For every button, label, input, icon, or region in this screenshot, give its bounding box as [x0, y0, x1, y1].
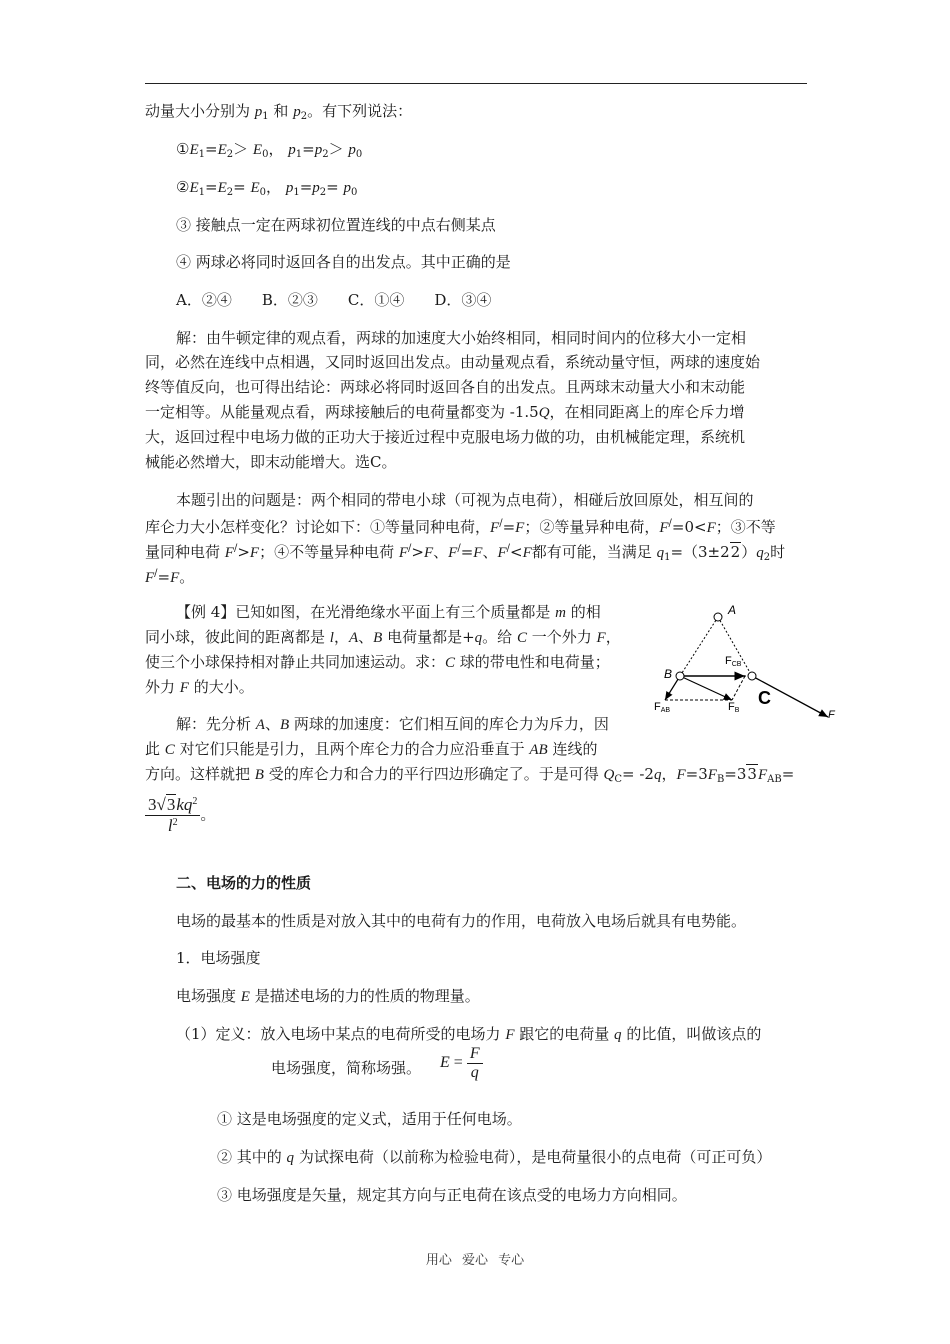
discussion-line: 量同种电荷 F/>F；④不等量异种电荷 F/>F、F/=F、F/<F都有可能，当满足 $q_1=(3\pm 22)q_2$时	[145, 543, 786, 563]
sym: A	[255, 717, 265, 733]
sym: F	[515, 520, 525, 536]
text: =3	[685, 765, 708, 783]
sym: F	[448, 545, 458, 561]
example-line	[145, 627, 621, 648]
sym: kq	[176, 795, 193, 814]
force-fb-arrow	[680, 676, 732, 700]
sym: C	[445, 655, 456, 671]
text: 同小球，彼此间的距离都是	[145, 628, 330, 646]
sym: E	[240, 989, 250, 1005]
option-4: ④ 两球必将同时返回各自的出发点。其中正确的是	[176, 253, 511, 271]
text: 。有下列说法：	[307, 102, 413, 120]
sub: 0	[351, 187, 358, 198]
marker: ②	[176, 178, 190, 196]
sym: p	[343, 180, 352, 196]
sqrt-arg: 3	[166, 795, 176, 814]
sym: q	[474, 630, 483, 646]
text: >	[411, 543, 424, 561]
text: 连线的	[547, 740, 598, 758]
label-c: C	[758, 688, 771, 708]
text: =	[302, 140, 315, 158]
text: 。	[200, 807, 216, 824]
ball-c	[748, 672, 756, 680]
sym: E	[217, 180, 227, 196]
sub: 1	[295, 149, 303, 160]
fraction	[145, 795, 200, 836]
sym: C	[516, 630, 527, 646]
sym: C	[164, 742, 175, 758]
solution-line: 解：由牛顿定律的观点看，两球的加速度大小始终相同，相同时间内的位移大小一定相	[176, 329, 747, 347]
text: ＞	[328, 140, 344, 158]
sqrt-arg: 2	[730, 543, 741, 561]
example-line	[145, 677, 254, 698]
sym: l	[167, 816, 173, 835]
text: =	[502, 518, 516, 536]
sym: l	[329, 630, 334, 646]
text: 的比值，叫做该点的	[621, 1025, 762, 1043]
sub: 0	[262, 149, 269, 160]
sym: p	[348, 142, 356, 158]
text: ，	[333, 628, 349, 646]
discussion-line	[145, 564, 194, 588]
text: ；③不等	[715, 518, 776, 536]
text: ，	[266, 178, 282, 196]
denominator	[145, 816, 200, 836]
sym: F	[145, 570, 155, 586]
sym: F	[706, 520, 716, 536]
label-fab: FAB	[654, 701, 671, 714]
paragraph: 电场的最基本的性质是对放入其中的电荷有力的作用，电荷放入电场后就具有电势能。	[176, 912, 747, 930]
sym: p	[254, 104, 263, 120]
text: ，	[268, 140, 284, 158]
ball-b	[676, 672, 684, 680]
fraction-result	[145, 795, 215, 836]
definition-line: 电场强度，简称场强。	[271, 1059, 422, 1077]
text: 方向。这样就把	[145, 765, 255, 783]
sym: E	[189, 180, 199, 196]
sym: F	[423, 545, 434, 561]
text: =	[205, 140, 218, 158]
sup: /	[499, 518, 503, 529]
text-line	[145, 101, 412, 127]
sym: F	[490, 520, 500, 536]
text: 为试探电荷（以前称为检验电荷），是电荷量很小的点电荷（可正可负）	[294, 1148, 772, 1166]
sym: p	[312, 180, 320, 196]
sym: F	[179, 680, 189, 696]
sym: F	[170, 570, 180, 586]
label-fb: FB	[728, 701, 740, 714]
force-diagram	[650, 598, 840, 728]
text: 对它们只能是引力，且两个库仑力的合力应沿垂直于	[174, 740, 530, 758]
text: 动量大小分别为	[145, 102, 255, 120]
text: =	[326, 178, 339, 196]
dashed-parallelogram	[732, 676, 745, 700]
sup: /	[154, 568, 158, 579]
text: 外力	[145, 678, 180, 696]
example-solution-line	[176, 714, 609, 735]
text: =0<	[671, 518, 707, 536]
sym: F	[757, 767, 768, 783]
sub: 2	[300, 111, 308, 122]
sub: 1	[293, 187, 300, 198]
formula-e	[440, 1045, 483, 1082]
text: ）	[741, 543, 757, 561]
text: 、	[358, 628, 374, 646]
sub: 2	[319, 187, 327, 198]
example-line	[176, 602, 601, 623]
label-fcb: FCB	[725, 655, 742, 668]
text: ，	[661, 765, 677, 783]
text: ；②等量异种电荷，	[524, 518, 660, 536]
text: 一个外力	[526, 628, 597, 646]
text: =	[233, 178, 246, 196]
numerator: F	[467, 1045, 483, 1064]
option-3: ③ 接触点一定在两球初位置连线的中点右侧某点	[176, 216, 496, 234]
text: 的相	[565, 603, 601, 621]
option-1	[176, 139, 362, 165]
sym: A	[348, 630, 359, 646]
note-line: ③ 电场强度是矢量，规定其方向与正电荷在该点受的电场力方向相同。	[217, 1186, 687, 1204]
note-line: ① 这是电场强度的定义式，适用于任何电场。	[217, 1110, 522, 1128]
text: =	[157, 568, 171, 586]
text: ，在相同距离上的库仑斥力增	[549, 403, 745, 421]
solution-line: 同，必然在连线中点相遇，又同时返回出发点。由动量观点看，系统动量守恒，两球的速度始	[145, 353, 761, 371]
solution-line: 械能必然增大，即末动能增大。选C。	[145, 453, 397, 471]
dotted-side-ab	[680, 617, 718, 676]
sub: B	[716, 774, 725, 785]
text: 时	[770, 543, 786, 561]
marker: ①	[176, 140, 190, 158]
sym: F	[505, 1027, 515, 1043]
text: 解：先分析	[176, 715, 256, 733]
sym: E	[252, 142, 263, 158]
sym: q	[614, 1027, 622, 1043]
sub: 2	[322, 149, 329, 160]
text: =3	[724, 765, 747, 783]
text: =	[781, 765, 795, 783]
header-rule	[145, 83, 807, 84]
sub: 2	[226, 149, 234, 160]
text: 两球的加速度：它们相互间的库仑力为斥力，因	[289, 715, 609, 733]
label-a: A	[728, 603, 737, 617]
sub: 0	[355, 149, 363, 160]
sub: 1	[198, 149, 205, 160]
text: 。给	[482, 628, 517, 646]
text: = -2	[622, 765, 654, 783]
sym: E	[440, 1054, 450, 1072]
text: 和	[268, 102, 294, 120]
text: 一定相等。从能量观点看，两球接触后的电荷量都变为 -1.5	[145, 403, 539, 421]
option-2	[176, 177, 357, 203]
sym: q	[653, 767, 662, 783]
sym: F	[659, 520, 669, 536]
text: 使三个小球保持相对静止共同加速运动。求：	[145, 653, 446, 671]
paragraph	[176, 986, 480, 1007]
sub: 2	[226, 187, 234, 198]
example-solution-line	[145, 764, 794, 790]
sup: /	[408, 543, 412, 554]
text: 是描述电场的力的性质的物理量。	[249, 987, 480, 1005]
solution-line	[145, 402, 745, 423]
sub: 1	[262, 111, 269, 122]
text: =	[460, 543, 474, 561]
text: =	[205, 178, 218, 196]
sym: Q	[603, 767, 615, 783]
ball-a	[714, 613, 722, 621]
text: 受的库仑力和合力的平行四边形确定了。于是可得	[263, 765, 604, 783]
sub: 1	[198, 187, 205, 198]
text: 跟它的电荷量	[514, 1025, 615, 1043]
sup: 2	[192, 796, 198, 807]
text: 【例 4】已知如图，在光滑绝缘水平面上有三个质量都是	[176, 603, 556, 621]
sym: F	[249, 545, 260, 561]
text: 的大小。	[188, 678, 254, 696]
sym: B	[373, 630, 383, 646]
sym: F	[473, 545, 483, 561]
text: 电荷量都是+	[382, 628, 475, 646]
discussion-line: 本题引出的问题是：两个相同的带电小球（可视为点电荷），相碰后放回原处，相互间的	[176, 491, 754, 509]
sym: E	[189, 142, 199, 158]
sym: Q	[538, 405, 550, 421]
sub: 0	[259, 187, 267, 198]
text: ② 其中的	[217, 1148, 287, 1166]
text: >	[237, 543, 250, 561]
sym: F	[596, 630, 606, 646]
denominator: q	[470, 1064, 479, 1081]
text: =	[299, 178, 313, 196]
text: 、	[264, 715, 280, 733]
text: （1）定义：放入电场中某点的电荷所受的电场力	[176, 1025, 506, 1043]
text: ＞	[233, 140, 249, 158]
label-f: F	[828, 709, 835, 721]
text: 球的带电性和电荷量；	[455, 653, 610, 671]
page-footer: 用心 爱心 专心	[425, 1253, 525, 1268]
sym: E	[217, 142, 227, 158]
sym: E	[250, 180, 260, 196]
sym: p	[293, 104, 301, 120]
discussion-line	[145, 514, 776, 538]
label-b: B	[664, 667, 673, 681]
sym: q	[656, 545, 665, 561]
sup: /	[668, 518, 672, 529]
solution-line: 大，返回过程中电场力做的正功大于接近过程中克服电场力做的功，由机械能定理，系统机	[145, 428, 746, 446]
sub: C	[614, 774, 622, 785]
sym: B	[254, 767, 264, 783]
sym: F	[676, 767, 686, 783]
sym: p	[314, 142, 323, 158]
solution-line: 终等值反向，也可得出结论：两球必将同时返回各自的出发点。且两球末动量大小和末动能	[145, 378, 746, 396]
sub: AB	[767, 774, 782, 785]
text: 此	[145, 740, 165, 758]
sym: F	[522, 545, 532, 561]
example-solution-line	[145, 739, 597, 760]
text: 都有可能，当满足	[531, 543, 657, 561]
sup: /	[506, 543, 511, 554]
text: =（3±2	[670, 543, 730, 561]
example-line	[145, 652, 610, 673]
answer-choices: A．②④ B．②③ C．①④ D．③④	[176, 291, 492, 309]
section-heading: 二、电场的力的性质	[176, 874, 312, 892]
sub: 2	[763, 552, 771, 563]
sym: m	[555, 605, 566, 621]
definition-line	[176, 1024, 761, 1045]
sym: F	[707, 767, 717, 783]
text: ，	[605, 628, 621, 646]
subheading: 1．电场强度	[176, 949, 261, 967]
sup: 2	[172, 817, 178, 828]
note-line	[217, 1147, 771, 1168]
sub: 1	[664, 552, 671, 563]
numerator: $3√3kq^2$	[145, 795, 200, 816]
text: 量同种电荷	[145, 543, 225, 561]
sym: B	[279, 717, 290, 733]
sym: =	[453, 1054, 463, 1072]
text: 库仑力大小怎样变化？讨论如下：①等量同种电荷，	[145, 518, 491, 536]
sym: q	[286, 1150, 295, 1166]
sym: q	[756, 545, 764, 561]
text: ；④不等量异种电荷	[259, 543, 399, 561]
sqrt-arg: 3	[747, 765, 757, 783]
sym: p	[285, 180, 294, 196]
text: <	[510, 543, 523, 561]
sym: F	[497, 545, 507, 561]
sym: F	[224, 545, 234, 561]
sup: /	[233, 543, 238, 554]
text: 电场强度	[176, 987, 241, 1005]
sup: /	[457, 543, 461, 554]
sym: AB	[529, 742, 548, 758]
coef: 3	[148, 795, 157, 814]
fraction	[467, 1045, 483, 1082]
sym: F	[398, 545, 409, 561]
sym: p	[288, 142, 296, 158]
text: 。	[179, 568, 195, 586]
